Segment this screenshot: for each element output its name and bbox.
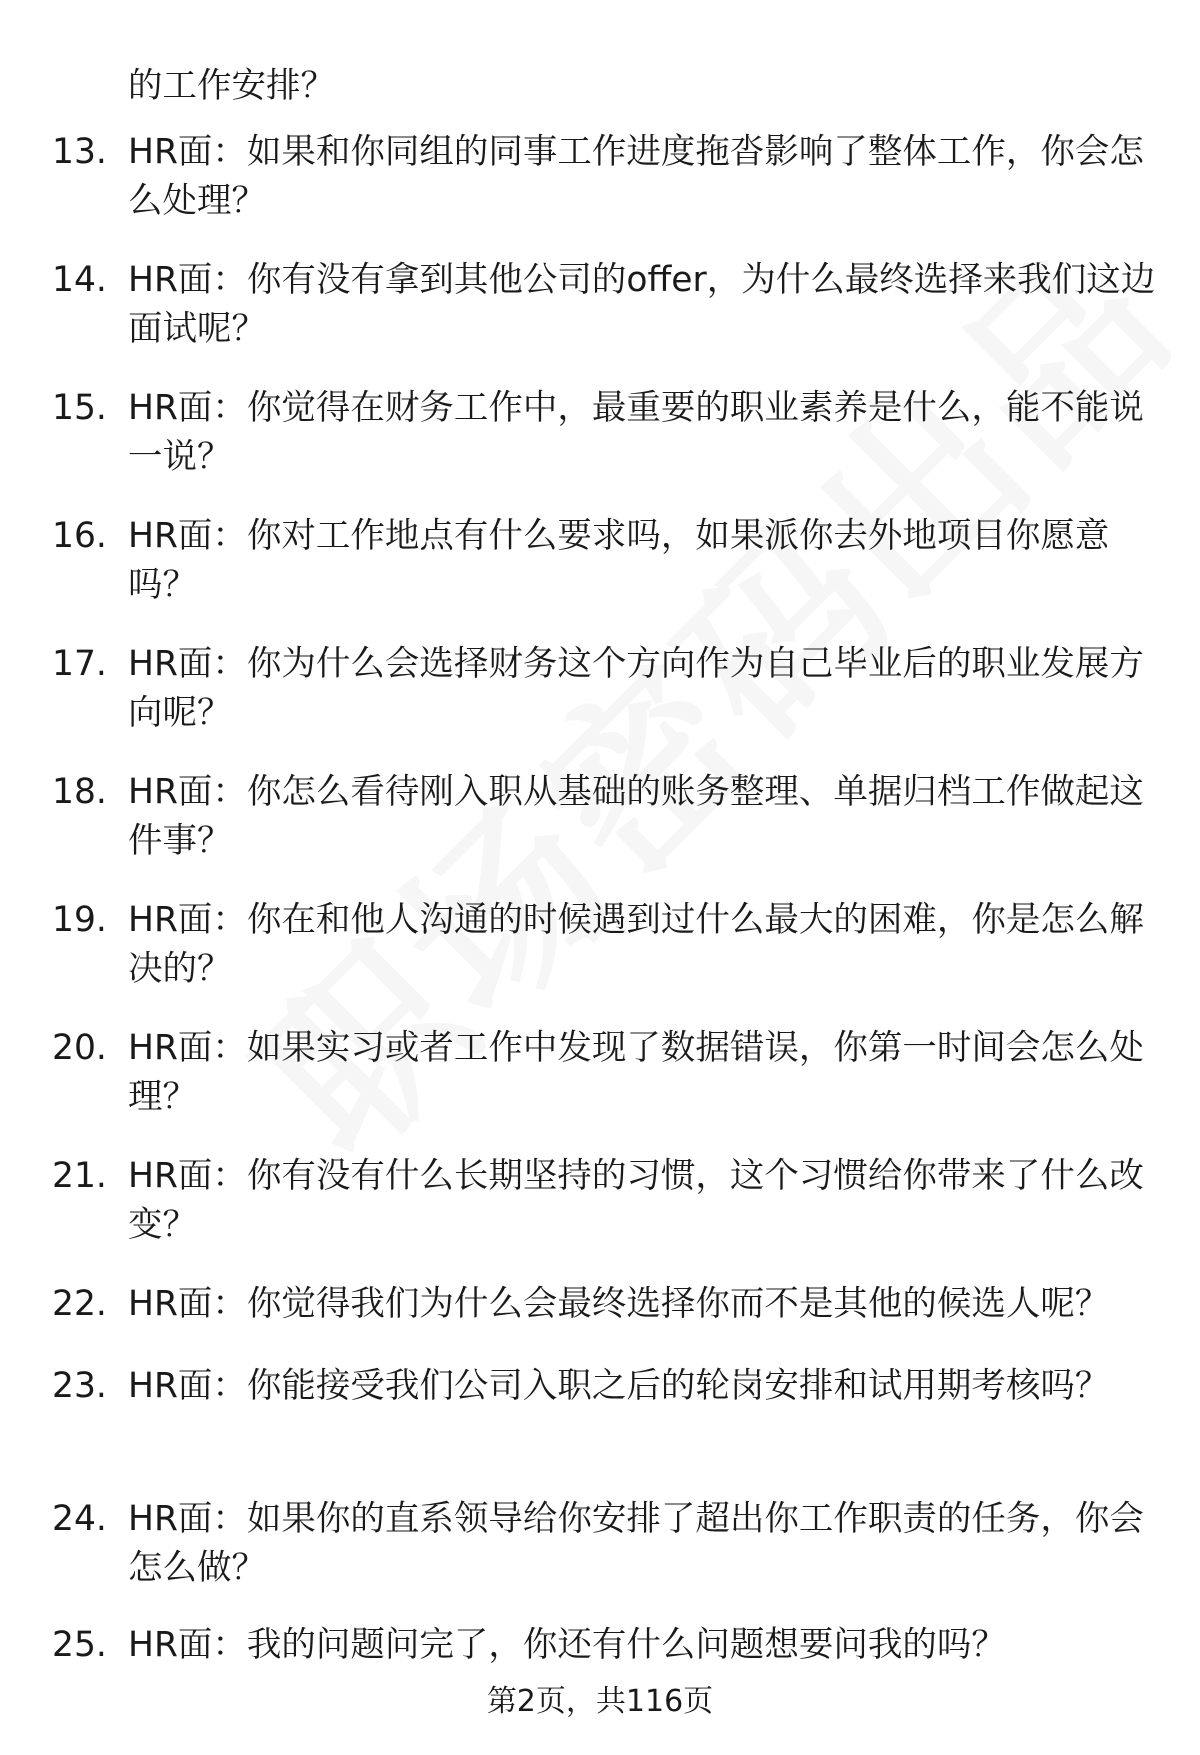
list-item [52, 1152, 1162, 1250]
item-number: 13. [52, 132, 107, 172]
item-number: 16. [52, 516, 107, 556]
item-text: HR面：你有没有什么长期坚持的习惯，这个习惯给你带来了什么改变？ [128, 1156, 1144, 1245]
item-number: 21. [52, 1156, 107, 1196]
list-item [52, 640, 1162, 738]
item-text: HR面：我的问题问完了，你还有什么问题想要问我的吗？ [128, 1625, 1006, 1665]
item-text: HR面：你怎么看待刚入职从基础的账务整理、单据归档工作做起这件事？ [128, 772, 1144, 861]
item-text: HR面：你有没有拿到其他公司的offer，为什么最终选择来我们这边面试呢？ [128, 260, 1156, 349]
item-number: 15. [52, 388, 107, 428]
item-text: HR面：如果你的直系领导给你安排了超出你工作职责的任务，你会怎么做？ [128, 1499, 1144, 1588]
list-item [52, 1621, 1162, 1670]
item-number: 19. [52, 900, 107, 940]
item-number: 25. [52, 1625, 107, 1665]
list-item [52, 1362, 1162, 1411]
list-item [52, 512, 1162, 610]
list-item [52, 896, 1162, 994]
item-number: 14. [52, 260, 107, 300]
continuation-text: 的工作安排？ [128, 66, 335, 106]
item-number: 18. [52, 772, 107, 812]
item-text: HR面：你为什么会选择财务这个方向作为自己毕业后的职业发展方向呢？ [128, 644, 1144, 733]
item-text: HR面：你在和他人沟通的时候遇到过什么最大的困难，你是怎么解决的？ [128, 900, 1144, 989]
item-text: HR面：你觉得我们为什么会最终选择你而不是其他的候选人呢？ [128, 1284, 1110, 1324]
item-text: HR面：你能接受我们公司入职之后的轮岗安排和试用期考核吗？ [128, 1366, 1110, 1406]
page-footer: 第2页，共116页 [486, 1684, 714, 1719]
item-text: HR面：如果和你同组的同事工作进度拖沓影响了整体工作，你会怎么处理？ [128, 132, 1144, 221]
item-text: HR面：你觉得在财务工作中，最重要的职业素养是什么，能不能说一说？ [128, 388, 1144, 477]
list-item [52, 384, 1162, 482]
list-item [52, 1495, 1162, 1593]
item-text: HR面：如果实习或者工作中发现了数据错误，你第一时间会怎么处理？ [128, 1028, 1144, 1117]
item-number: 22. [52, 1284, 107, 1324]
item-number: 20. [52, 1028, 107, 1068]
list-item [52, 768, 1162, 866]
list-item [52, 256, 1162, 354]
item-text: HR面：你对工作地点有什么要求吗，如果派你去外地项目你愿意吗？ [128, 516, 1110, 605]
list-item [52, 1280, 1162, 1329]
item-number: 24. [52, 1499, 107, 1539]
item-number: 23. [52, 1366, 107, 1406]
list-item [52, 128, 1162, 226]
list-item [52, 1024, 1162, 1122]
item-number: 17. [52, 644, 107, 684]
